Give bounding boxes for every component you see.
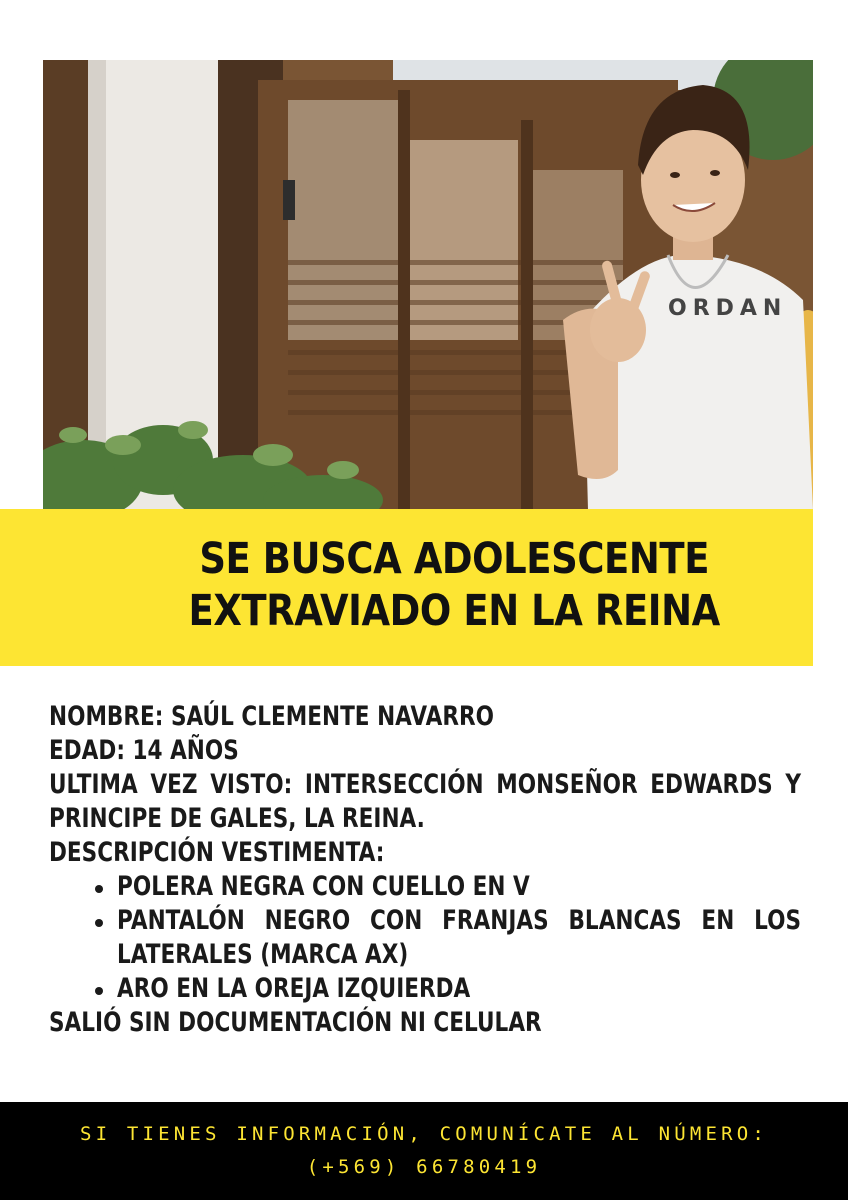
headline-line-1: SE BUSCA ADOLESCENTE xyxy=(199,534,710,584)
person-details xyxy=(49,700,801,1040)
headline-line-2: EXTRAVIADO EN LA REINA xyxy=(188,586,720,636)
shirt-print: ORDAN xyxy=(668,296,788,321)
age-line: EDAD: 14 AÑOS xyxy=(49,735,239,766)
note-line: SALIÓ SIN DOCUMENTACIÓN NI CELULAR xyxy=(49,1007,542,1038)
clothing-item-text: ARO EN LA OREJA IZQUIERDA xyxy=(117,973,471,1004)
missing-person-photo xyxy=(43,60,813,510)
clothing-item-text: POLERA NEGRA CON CUELLO EN V xyxy=(117,871,530,902)
contact-footer xyxy=(0,1102,848,1200)
headline-banner xyxy=(0,509,813,666)
last-seen-line-1: ULTIMA VEZ VISTO: INTERSECCIÓN MONSEÑOR EDWARDS Y xyxy=(49,769,801,800)
clothing-list xyxy=(49,870,801,1006)
headline xyxy=(64,533,763,637)
name-line: NOMBRE: SAÚL CLEMENTE NAVARRO xyxy=(49,701,495,732)
clothing-item-text-continued: LATERALES (MARCA AX) xyxy=(117,939,409,970)
clothing-item xyxy=(91,904,801,972)
clothing-item-text: PANTALÓN NEGRO CON FRANJAS BLANCAS EN LOS xyxy=(117,905,801,936)
clothing-item xyxy=(91,870,801,904)
contact-phone[interactable]: (+569) 66780419 xyxy=(306,1156,542,1178)
last-seen-line-2: PRINCIPE DE GALES, LA REINA. xyxy=(49,803,425,834)
clothing-heading: DESCRIPCIÓN VESTIMENTA: xyxy=(49,837,385,868)
contact-instruction: SI TIENES INFORMACIÓN, COMUNÍCATE AL NÚMERO: xyxy=(79,1123,769,1145)
clothing-item xyxy=(91,972,801,1006)
